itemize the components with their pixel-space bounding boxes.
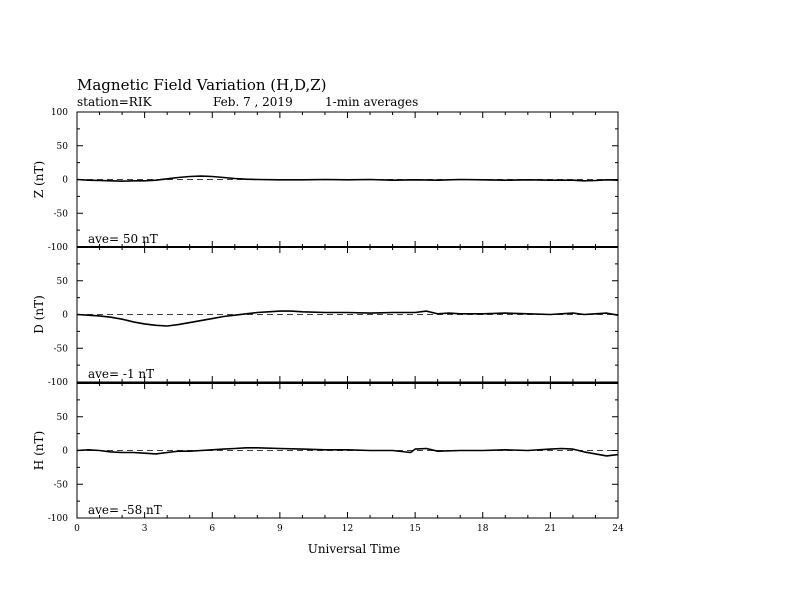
y-tick-label: 50 bbox=[56, 412, 68, 423]
y-tick-label: 0 bbox=[62, 310, 68, 321]
x-axis-label: Universal Time bbox=[307, 542, 401, 556]
x-tick-label: 9 bbox=[277, 524, 283, 534]
y-tick-label: -50 bbox=[53, 209, 68, 220]
y-tick-label: 50 bbox=[56, 141, 68, 152]
x-tick-label: 12 bbox=[341, 524, 354, 534]
x-tick-label: 6 bbox=[209, 524, 216, 534]
ave-annotation-z: ave= 50 nT bbox=[88, 232, 158, 246]
y-tick-label: -100 bbox=[47, 514, 68, 524]
y-axis-label-z: Z (nT) bbox=[32, 160, 46, 199]
x-tick-label: 21 bbox=[544, 524, 557, 534]
station-label: station=RIK bbox=[77, 95, 152, 109]
y-tick-label: 0 bbox=[62, 446, 68, 457]
y-tick-label: 0 bbox=[62, 175, 68, 186]
panel-d bbox=[32, 247, 618, 388]
ave-annotation-h: ave= -58 nT bbox=[88, 503, 162, 517]
y-tick-label: 50 bbox=[56, 276, 68, 287]
x-tick-label: 0 bbox=[74, 524, 80, 534]
y-tick-label: -100 bbox=[47, 378, 68, 388]
panel-h bbox=[32, 383, 618, 524]
x-tick-label: 3 bbox=[141, 524, 148, 534]
x-tick-label: 15 bbox=[409, 524, 421, 534]
y-axis-label-h: H (nT) bbox=[32, 430, 46, 471]
y-tick-label: -50 bbox=[53, 480, 68, 491]
x-tick-label: 24 bbox=[612, 524, 624, 534]
panel-z bbox=[32, 108, 618, 253]
y-axis-label-d: D (nT) bbox=[32, 295, 46, 334]
ave-annotation-d: ave= -1 nT bbox=[88, 367, 155, 381]
series-line-d bbox=[77, 311, 618, 326]
series-line-h bbox=[77, 448, 618, 456]
x-tick-label: 18 bbox=[477, 524, 489, 534]
date-label: Feb. 7 , 2019 bbox=[213, 95, 293, 109]
y-tick-label: -50 bbox=[53, 344, 68, 355]
averaging-label: 1-min averages bbox=[325, 95, 419, 109]
series-line-z bbox=[77, 176, 618, 181]
chart-title: Magnetic Field Variation (H,D,Z) bbox=[77, 76, 327, 94]
y-tick-label: 100 bbox=[50, 108, 68, 118]
y-tick-label: -100 bbox=[47, 243, 68, 253]
panels-group bbox=[32, 108, 624, 534]
